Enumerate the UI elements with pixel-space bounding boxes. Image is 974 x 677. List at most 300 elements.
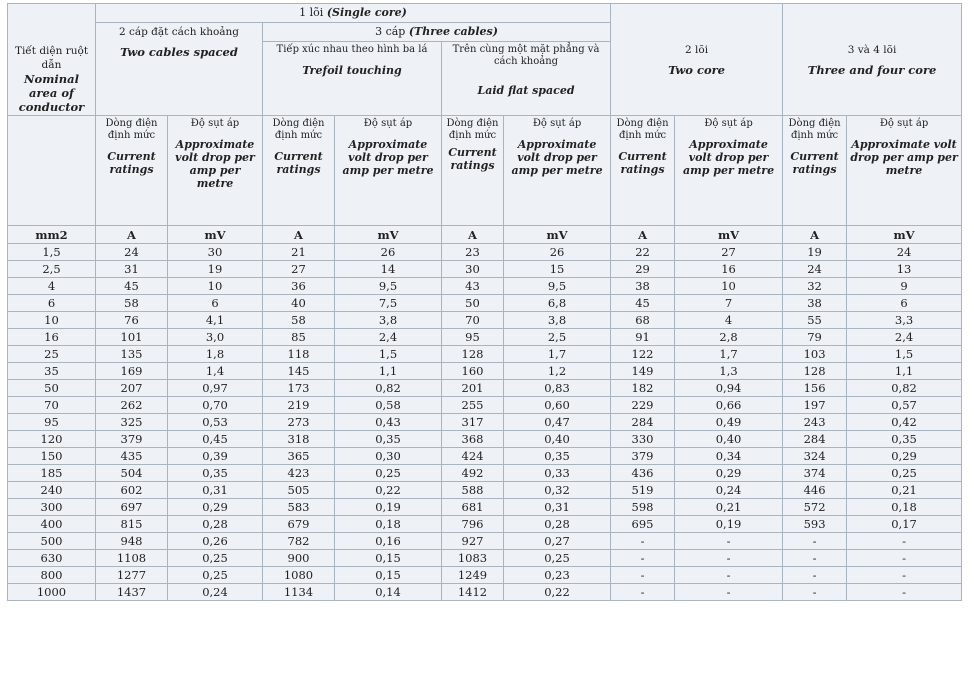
unit-cell: mV [168,226,263,244]
value-cell: 9,5 [504,278,611,295]
value-cell: 40 [263,295,335,312]
value-cell: 1,7 [504,346,611,363]
conductor-size-cell: 1,5 [8,244,96,261]
value-cell: 7 [675,295,783,312]
value-cell: 6 [168,295,263,312]
value-cell: 0,32 [504,482,611,499]
table-row [8,499,962,516]
value-cell: 782 [263,533,335,550]
table-row [8,312,962,329]
value-cell: 0,31 [168,482,263,499]
vdrop-header-3 [504,116,611,226]
value-cell: 0,25 [168,567,263,584]
value-cell: 0,16 [335,533,442,550]
value-cell: 255 [442,397,504,414]
value-cell: 2,5 [504,329,611,346]
value-cell: 1080 [263,567,335,584]
units-row [8,226,962,244]
value-cell: 1,7 [675,346,783,363]
value-cell: 1,1 [847,363,962,380]
value-cell: 0,21 [847,482,962,499]
value-cell: 368 [442,431,504,448]
value-cell: 505 [263,482,335,499]
laid-flat-en: Laid flat spaced [477,84,575,97]
unit-cell: mV [675,226,783,244]
value-cell: 588 [442,482,504,499]
value-cell: 16 [675,261,783,278]
value-cell: - [847,550,962,567]
value-cell: 948 [96,533,168,550]
value-cell: 365 [263,448,335,465]
value-cell: 0,43 [335,414,442,431]
unit-cell: A [96,226,168,244]
value-cell: 76 [96,312,168,329]
conductor-size-cell: 10 [8,312,96,329]
value-cell: 0,18 [847,499,962,516]
value-cell: 85 [263,329,335,346]
value-cell: 273 [263,414,335,431]
value-cell: 22 [611,244,675,261]
table-row [8,516,962,533]
value-cell: 26 [335,244,442,261]
value-cell: 10 [168,278,263,295]
current-vi-3: Dòng điện định mức [446,118,499,141]
value-cell: 38 [611,278,675,295]
value-cell: 149 [611,363,675,380]
current-vi-4: Dòng điện định mức [616,118,669,141]
value-cell: 31 [96,261,168,278]
table-row [8,329,962,346]
single-core-en: (Single core) [326,6,407,19]
value-cell: 13 [847,261,962,278]
value-cell: 23 [442,244,504,261]
value-cell: 598 [611,499,675,516]
value-cell: 330 [611,431,675,448]
value-cell: 436 [611,465,675,482]
value-cell: 0,35 [168,465,263,482]
value-cell: 374 [783,465,847,482]
value-cell: 243 [783,414,847,431]
value-cell: - [783,550,847,567]
value-cell: 9,5 [335,278,442,295]
conductor-size-cell: 185 [8,465,96,482]
value-cell: 0,30 [335,448,442,465]
value-cell: 0,25 [847,465,962,482]
value-cell: 1,4 [168,363,263,380]
value-cell: 927 [442,533,504,550]
table-row [8,448,962,465]
value-cell: 219 [263,397,335,414]
value-cell: 1437 [96,584,168,601]
value-cell: 229 [611,397,675,414]
value-cell: 379 [96,431,168,448]
value-cell: 325 [96,414,168,431]
header-row-1 [8,4,962,23]
vdrop-en-4: Approximate volt drop per amp per metre [682,138,775,177]
unit-cell: mV [335,226,442,244]
value-cell: 7,5 [335,295,442,312]
value-cell: 0,28 [504,516,611,533]
vdrop-header-1 [168,116,263,226]
value-cell: 697 [96,499,168,516]
single-core-header [96,4,611,23]
value-cell: 70 [442,312,504,329]
three-four-core-vi: 3 và 4 lõi [847,43,897,56]
value-cell: 0,82 [335,380,442,397]
cable-ratings-sheet [7,3,961,601]
table-row [8,414,962,431]
value-cell: 101 [96,329,168,346]
value-cell: 55 [783,312,847,329]
table-row [8,261,962,278]
conductor-size-cell: 1000 [8,584,96,601]
value-cell: 0,18 [335,516,442,533]
two-core-header [611,4,783,116]
value-cell: 24 [783,261,847,278]
unit-cell: mm2 [8,226,96,244]
value-cell: 504 [96,465,168,482]
value-cell: 197 [783,397,847,414]
value-cell: 0,57 [847,397,962,414]
value-cell: 19 [783,244,847,261]
current-header-2 [263,116,335,226]
value-cell: 128 [442,346,504,363]
value-cell: 0,25 [335,465,442,482]
table-row [8,244,962,261]
laid-flat-vi: Trên cùng một mặt phẳng và cách khoảng [452,44,600,67]
value-cell: 815 [96,516,168,533]
value-cell: 145 [263,363,335,380]
value-cell: 26 [504,244,611,261]
value-cell: 156 [783,380,847,397]
value-cell: 424 [442,448,504,465]
table-row [8,346,962,363]
value-cell: 423 [263,465,335,482]
conductor-size-cell: 400 [8,516,96,533]
value-cell: 160 [442,363,504,380]
current-header-4 [611,116,675,226]
current-en-3: Current ratings [448,146,497,172]
table-row [8,567,962,584]
unit-cell: A [783,226,847,244]
value-cell: 435 [96,448,168,465]
value-cell: 201 [442,380,504,397]
current-en-4: Current ratings [618,150,667,176]
unit-cell: A [442,226,504,244]
value-cell: 30 [442,261,504,278]
value-cell: - [847,584,962,601]
value-cell: 79 [783,329,847,346]
value-cell: 1,2 [504,363,611,380]
current-header-1 [96,116,168,226]
unit-cell: mV [847,226,962,244]
unit-cell: A [611,226,675,244]
value-cell: 29 [611,261,675,278]
value-cell: 0,42 [847,414,962,431]
value-cell: 0,21 [675,499,783,516]
value-cell: 45 [96,278,168,295]
three-four-core-header [783,4,962,116]
vdrop-vi-4: Độ sụt áp [704,118,753,129]
value-cell: 0,19 [335,499,442,516]
value-cell: - [611,567,675,584]
value-cell: 43 [442,278,504,295]
value-cell: 58 [263,312,335,329]
two-cables-spaced-en: Two cables spaced [120,45,238,59]
value-cell: 262 [96,397,168,414]
conductor-size-cell: 300 [8,499,96,516]
value-cell: 0,14 [335,584,442,601]
value-cell: 68 [611,312,675,329]
single-core-vi: 1 lõi [299,6,327,19]
value-cell: 169 [96,363,168,380]
value-cell: 2,4 [847,329,962,346]
table-row [8,397,962,414]
conductor-vi: Tiết diện ruột dẫn [14,45,89,71]
value-cell: 0,45 [168,431,263,448]
value-cell: 0,39 [168,448,263,465]
value-cell: 695 [611,516,675,533]
value-cell: - [847,533,962,550]
value-cell: 15 [504,261,611,278]
value-cell: 0,82 [847,380,962,397]
table-row [8,533,962,550]
value-cell: 0,33 [504,465,611,482]
unit-cell: A [263,226,335,244]
value-cell: 36 [263,278,335,295]
value-cell: 0,35 [335,431,442,448]
header-row-5 [8,116,962,226]
two-core-vi: 2 lõi [685,43,709,56]
value-cell: - [675,550,783,567]
table-row [8,550,962,567]
value-cell: 1277 [96,567,168,584]
vdrop-en-3: Approximate volt drop per amp per metre [511,138,603,177]
value-cell: 492 [442,465,504,482]
value-cell: 0,47 [504,414,611,431]
value-cell: 135 [96,346,168,363]
value-cell: 21 [263,244,335,261]
table-row [8,295,962,312]
value-cell: - [611,550,675,567]
value-cell: 24 [96,244,168,261]
value-cell: 0,24 [675,482,783,499]
conductor-size-cell: 150 [8,448,96,465]
value-cell: 1,3 [675,363,783,380]
value-cell: 0,24 [168,584,263,601]
conductor-size-cell: 25 [8,346,96,363]
value-cell: 50 [442,295,504,312]
two-cables-spaced-header [96,23,263,116]
value-cell: 796 [442,516,504,533]
value-cell: 284 [783,431,847,448]
vdrop-en-1: Approximate volt drop per amp per metre [175,138,255,190]
value-cell: 1,5 [847,346,962,363]
value-cell: 0,17 [847,516,962,533]
value-cell: 519 [611,482,675,499]
three-cables-vi: 3 cáp [375,25,409,38]
value-cell: 1,5 [335,346,442,363]
value-cell: 0,58 [335,397,442,414]
value-cell: 0,29 [168,499,263,516]
value-cell: - [675,533,783,550]
data-body [8,244,962,601]
value-cell: 2,4 [335,329,442,346]
cable-ratings-table [7,3,962,601]
vdrop-vi-5: Độ sụt áp [879,118,929,129]
value-cell: 118 [263,346,335,363]
value-cell: 0,97 [168,380,263,397]
vdrop-header-5 [847,116,962,226]
value-cell: 379 [611,448,675,465]
current-header-3 [442,116,504,226]
value-cell: - [783,533,847,550]
value-cell: 122 [611,346,675,363]
conductor-size-cell: 800 [8,567,96,584]
value-cell: 0,94 [675,380,783,397]
value-cell: 4,1 [168,312,263,329]
value-cell: 0,28 [168,516,263,533]
current-en-1: Current ratings [107,150,156,176]
value-cell: 95 [442,329,504,346]
conductor-en: Nominal area of conductor [18,72,85,114]
value-cell: 0,23 [504,567,611,584]
value-cell: 900 [263,550,335,567]
value-cell: 317 [442,414,504,431]
value-cell: 207 [96,380,168,397]
conductor-size-cell: 630 [8,550,96,567]
current-vi-2: Dòng điện định mức [272,118,325,141]
value-cell: 681 [442,499,504,516]
value-cell: 32 [783,278,847,295]
value-cell: 2,8 [675,329,783,346]
value-cell: 284 [611,414,675,431]
conductor-size-cell: 16 [8,329,96,346]
value-cell: 446 [783,482,847,499]
two-cables-spaced-vi: 2 cáp đặt cách khoảng [118,26,240,38]
value-cell: 593 [783,516,847,533]
trefoil-en: Trefoil touching [302,64,402,77]
value-cell: - [783,584,847,601]
value-cell: 0,27 [504,533,611,550]
value-cell: 0,34 [675,448,783,465]
value-cell: 0,25 [504,550,611,567]
three-four-core-en: Three and four core [807,62,937,77]
value-cell: 10 [675,278,783,295]
value-cell: 27 [675,244,783,261]
value-cell: 602 [96,482,168,499]
unit-cell: mV [504,226,611,244]
value-cell: 45 [611,295,675,312]
value-cell: - [611,584,675,601]
value-cell: 3,8 [504,312,611,329]
value-cell: 3,3 [847,312,962,329]
conductor-size-cell: 6 [8,295,96,312]
table-row [8,584,962,601]
value-cell: 58 [96,295,168,312]
vdrop-en-5: Approximate volt drop per amp per metre [850,138,958,177]
value-cell: 38 [783,295,847,312]
value-cell: 0,22 [504,584,611,601]
value-cell: - [675,584,783,601]
value-cell: 91 [611,329,675,346]
value-cell: 3,0 [168,329,263,346]
table-row [8,431,962,448]
vdrop-vi-1: Độ sụt áp [190,118,240,129]
value-cell: 0,70 [168,397,263,414]
value-cell: 0,60 [504,397,611,414]
three-cables-header [263,23,611,42]
value-cell: 24 [847,244,962,261]
conductor-size-cell: 50 [8,380,96,397]
value-cell: 6 [847,295,962,312]
conductor-size-cell: 120 [8,431,96,448]
value-cell: 0,15 [335,567,442,584]
vdrop-vi-3: Độ sụt áp [532,118,582,129]
value-cell: 0,35 [504,448,611,465]
value-cell: 19 [168,261,263,278]
value-cell: 30 [168,244,263,261]
value-cell: 0,83 [504,380,611,397]
value-cell: 0,29 [675,465,783,482]
value-cell: 0,40 [675,431,783,448]
value-cell: - [675,567,783,584]
value-cell: 0,25 [168,550,263,567]
value-cell: 6,8 [504,295,611,312]
three-cables-en: (Three cables) [408,25,498,38]
trefoil-header [263,42,442,116]
laid-flat-header [442,42,611,116]
value-cell: 583 [263,499,335,516]
value-cell: 0,29 [847,448,962,465]
value-cell: 128 [783,363,847,380]
value-cell: 4 [675,312,783,329]
value-cell: 14 [335,261,442,278]
vdrop-en-2: Approximate volt drop per amp per metre [342,138,434,177]
value-cell: - [783,567,847,584]
value-cell: 1083 [442,550,504,567]
value-cell: 1134 [263,584,335,601]
conductor-header [8,45,96,226]
value-cell: - [847,567,962,584]
value-cell: 27 [263,261,335,278]
value-cell: 9 [847,278,962,295]
current-header-5 [783,116,847,226]
table-row [8,278,962,295]
current-vi-5: Dòng điện định mức [788,118,841,141]
value-cell: 0,31 [504,499,611,516]
value-cell: 1,8 [168,346,263,363]
value-cell: 679 [263,516,335,533]
value-cell: 0,26 [168,533,263,550]
value-cell: 1249 [442,567,504,584]
value-cell: 0,19 [675,516,783,533]
trefoil-vi: Tiếp xúc nhau theo hình ba lá [276,44,428,55]
table-row [8,482,962,499]
value-cell: 0,35 [847,431,962,448]
value-cell: 182 [611,380,675,397]
conductor-size-cell: 4 [8,278,96,295]
vdrop-header-4 [675,116,783,226]
value-cell: 324 [783,448,847,465]
value-cell: 0,22 [335,482,442,499]
conductor-size-cell: 500 [8,533,96,550]
value-cell: 1412 [442,584,504,601]
vdrop-header-2 [335,116,442,226]
value-cell: 173 [263,380,335,397]
value-cell: 572 [783,499,847,516]
current-en-5: Current ratings [790,150,839,176]
